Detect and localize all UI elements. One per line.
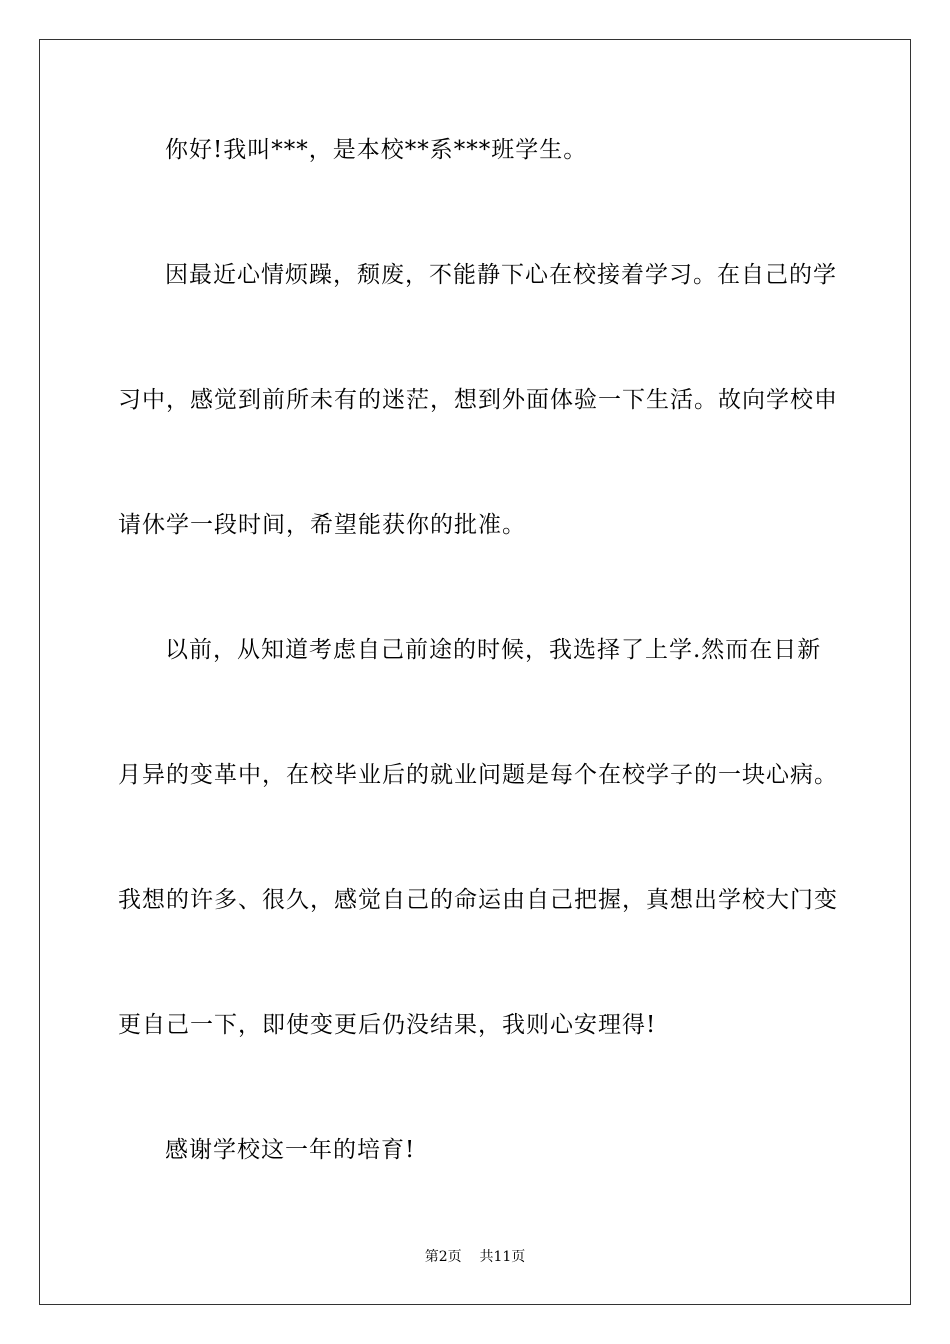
greeting-line: 你好!我叫***，是本校**系***班学生。 <box>165 137 588 163</box>
page-footer <box>0 1248 950 1266</box>
paragraph-line: 以前，从知道考虑自己前途的时候，我选择了上学.然而在日新 <box>165 637 822 663</box>
page-total: 共11页 <box>479 1249 526 1265</box>
paragraph-line: 因最近心情烦躁，颓废，不能静下心在校接着学习。在自己的学 <box>165 262 837 288</box>
page-number: 第2页 <box>424 1249 462 1265</box>
paragraph-line: 我想的许多、很久，感觉自己的命运由自己把握，真想出学校大门变 <box>118 887 838 913</box>
paragraph-line: 月异的变革中，在校毕业后的就业问题是每个在校学子的一块心病。 <box>118 762 838 788</box>
paragraph-line: 请休学一段时间，希望能获你的批准。 <box>118 512 526 538</box>
closing-line: 感谢学校这一年的培育! <box>165 1137 416 1163</box>
paragraph-line: 更自己一下，即使变更后仍没结果，我则心安理得! <box>118 1012 657 1038</box>
page-frame <box>39 39 911 1305</box>
paragraph-line: 习中，感觉到前所未有的迷茫，想到外面体验一下生活。故向学校申 <box>118 387 838 413</box>
